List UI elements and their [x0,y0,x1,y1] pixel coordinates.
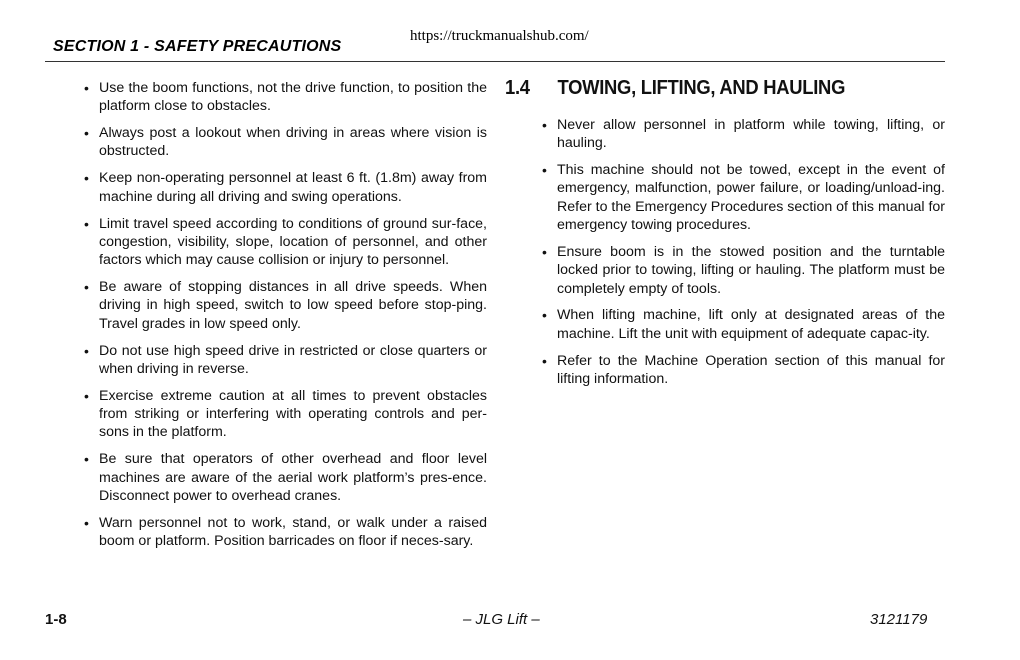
bullet-text: Ensure boom is in the stowed position and the turntable locked prior to towing, lifting or hauling. The platform must be completely empty of tools. [557,243,945,297]
list-item [81,450,487,505]
bullet-text: Do not use high speed drive in restricted or close quarters or when driving in reverse. [99,342,487,377]
list-item [81,514,487,551]
left-bullet-list [81,79,487,559]
list-item [81,169,487,206]
bullet-icon: • [84,279,89,296]
bullet-icon: • [542,162,547,179]
list-item [81,278,487,333]
right-bullet-list [539,116,945,397]
bullet-icon: • [84,125,89,142]
page-number: 1-8 [45,611,67,628]
list-item [539,243,945,298]
list-item [81,215,487,270]
list-item [539,161,945,234]
list-item [81,124,487,161]
bullet-text: Warn personnel not to work, stand, or walk under a raised boom or platform. Position barricades on floor if neces-sary. [99,514,487,549]
document-number: 3121179 [870,611,928,628]
list-item [81,342,487,379]
list-item [81,79,487,116]
bullet-icon: • [84,514,89,531]
bullet-icon: • [84,451,89,468]
subsection-title: TOWING, LIFTING, AND HAULING [557,77,846,99]
bullet-icon: • [542,307,547,324]
bullet-text: Exercise extreme caution at all times to prevent obstacles from striking or interfering with operating controls and per-sons in the platform. [99,387,487,441]
list-item [539,352,945,389]
section-title: SECTION 1 - SAFETY PRECAUTIONS [53,38,342,55]
bullet-icon: • [84,170,89,187]
footer-brand: – JLG Lift – [463,611,540,628]
subsection-number: 1.4 [505,77,530,99]
bullet-text: Limit travel speed according to conditions of ground sur-face, congestion, visibility, slope, location of personnel, and other factors which may cause collision or injury to personnel. [99,215,487,269]
bullet-icon: • [84,215,89,232]
bullet-text: This machine should not be towed, except in the event of emergency, malfunction, power failure, or loading/unload-ing. Refer to the Emergency Procedures section of this manual for emergency towing procedures. [557,162,945,234]
header-divider [45,61,945,62]
watermark-url: https://truckmanualshub.com/ [410,28,589,44]
bullet-icon: • [84,387,89,404]
bullet-text: Be sure that operators of other overhead and floor level machines are aware of the aerial work platform’s pres-ence. Disconnect power to overhead cranes. [99,451,487,504]
bullet-text: Be aware of stopping distances in all drive speeds. When driving in high speed, switch to low speed before stop-ping. Travel grades in low speed only. [99,279,487,332]
bullet-text: Always post a lookout when driving in areas where vision is obstructed. [99,125,487,160]
bullet-icon: • [542,117,547,133]
list-item [539,306,945,343]
bullet-text: Never allow personnel in platform while towing, lifting, or hauling. [557,117,945,152]
bullet-text: Use the boom functions, not the drive function, to position the platform close to obstacles. [99,80,487,115]
bullet-icon: • [84,342,89,359]
subsection-heading [505,77,845,100]
bullet-icon: • [84,80,89,96]
bullet-text: Keep non-operating personnel at least 6 ft. (1.8m) away from machine during all driving and swing operations. [99,170,487,205]
bullet-icon: • [542,243,547,260]
bullet-text: When lifting machine, lift only at designated areas of the machine. Lift the unit with equipment of adequate capac-ity. [557,307,945,342]
bullet-text: Refer to the Machine Operation section of this manual for lifting information. [557,352,945,387]
list-item [539,116,945,153]
bullet-icon: • [542,352,547,369]
list-item [81,387,487,442]
